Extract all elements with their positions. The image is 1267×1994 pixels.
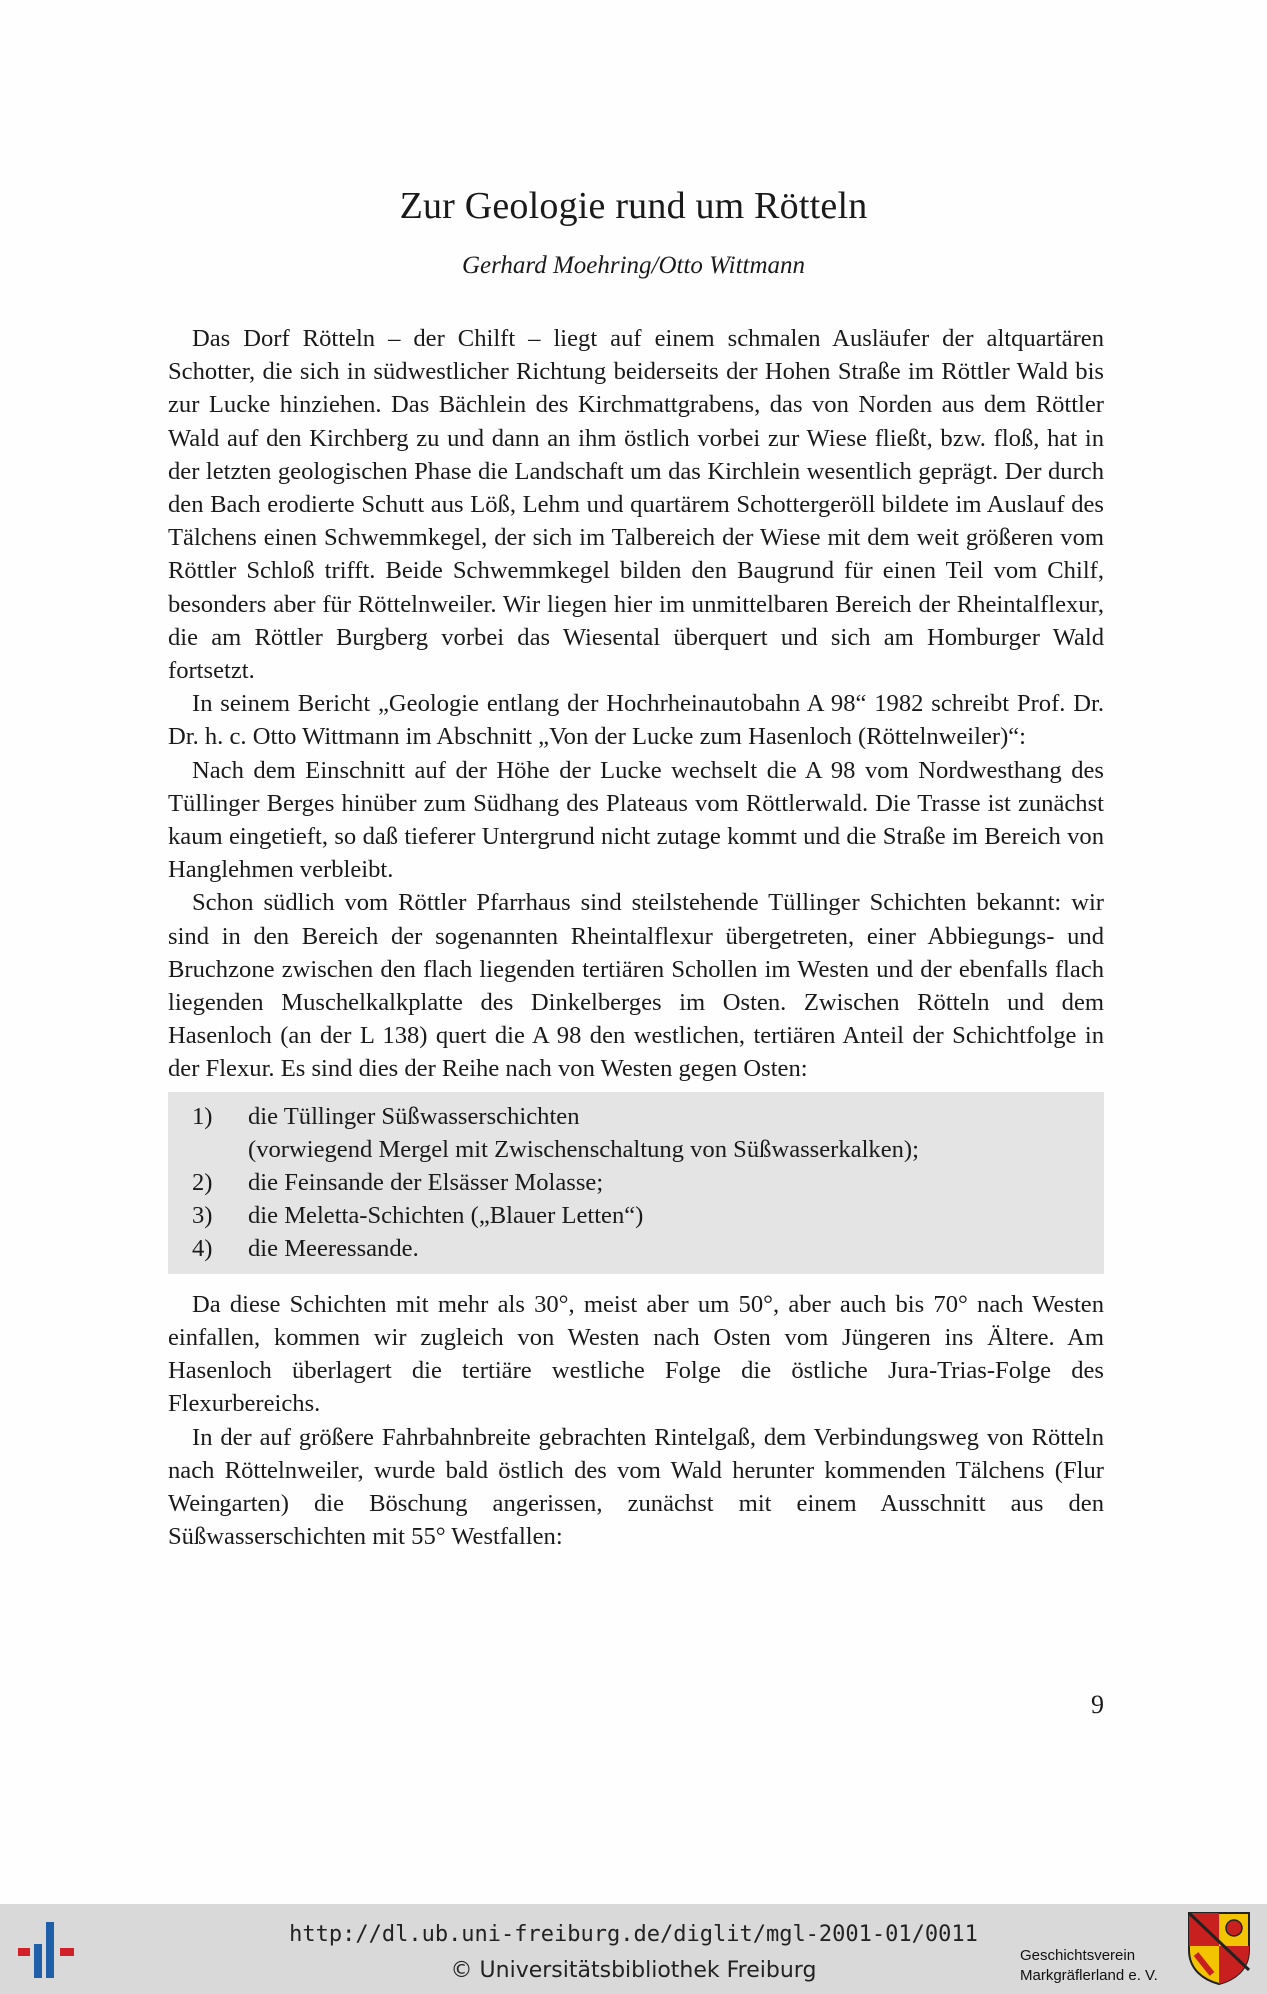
list-item: [192, 1100, 1104, 1166]
list-text: die Tüllinger Süßwasserschichten (vorwiegend Mergel mit Zwischenschaltung von Süßwasserkalken);: [248, 1102, 919, 1163]
paragraph: In der auf größere Fahrbahnbreite gebrachten Rintelgaß, dem Verbindungsweg von Rötteln nach Röttelnweiler, wurde bald östlich des vom Wald herunter kommenden Tälchens (Flur Weingarten) die Böschung angerissen, zunächst mit einem Ausschnitt aus den Süßwasserschichten mit 55° Westfallen:: [168, 1423, 1104, 1551]
list-text: die Meletta-Schichten („Blauer Letten“): [248, 1202, 644, 1230]
list-text: die Meeressande.: [248, 1235, 419, 1263]
paragraph: Nach dem Einschnitt auf der Höhe der Lucke wechselt die A 98 vom Nordwesthang des Tüllinger Berges hinüber zum Südhang des Plateaus vom Röttlerwald. Die Trasse ist zunächst kaum eingetieft, so daß tieferer Untergrund nicht zutage kommt und die Straße im Bereich von Hanglehmen verbleibt.: [168, 756, 1104, 884]
ub-freiburg-logo-icon[interactable]: [16, 1914, 80, 1986]
footer-url-link[interactable]: http://dl.ub.uni-freiburg.de/diglit/mgl-2001-01/0011: [289, 1922, 978, 1947]
article-title: Zur Geologie rund um Rötteln: [399, 185, 868, 227]
footer-copyright: © Universitätsbibliothek Freiburg: [450, 1958, 817, 1983]
list-text: die Feinsande der Elsässer Molasse;: [248, 1169, 604, 1197]
article-author: Gerhard Moehring/Otto Wittmann: [461, 252, 806, 279]
paragraph: Da diese Schichten mit mehr als 30°, meist aber um 50°, aber auch bis 70° nach Westen einfallen, kommen wir zugleich von Westen nach Osten vom Jüngeren ins Ältere. Am Hasenloch überlagert die tertiäre westliche Folge die östliche Jura-Trias-Folge des Flexurbereichs.: [168, 1290, 1104, 1418]
list-item: [192, 1199, 1104, 1232]
list-item: [192, 1166, 1104, 1199]
page-number: 9: [1091, 1690, 1104, 1719]
layer-list: [168, 1092, 1104, 1274]
coat-of-arms-icon[interactable]: [1186, 1910, 1252, 1986]
list-number: 2): [192, 1169, 213, 1197]
list-number: 4): [192, 1235, 213, 1263]
list-number: 3): [192, 1202, 213, 1230]
list-item: [192, 1232, 1104, 1265]
paragraph: Das Dorf Rötteln – der Chilft – liegt auf einem schmalen Ausläufer der altquartären Schotter, die sich in südwestlicher Richtung beiderseits der Hohen Straße im Röttler Wald bis zur Lucke hinziehen. Das Bächlein des Kirchmattgrabens, das von Norden aus dem Röttler Wald auf den Kirchberg zu und dann an ihm östlich vorbei zur Wiese fließt, bzw. floß, hat in der letzten geologischen Phase die Landschaft um das Kirchlein wesentlich geprägt. Der durch den Bach erodierte Schutt aus Löß, Lehm und quartärem Schottergeröll bildete im Auslauf des Tälchens einen Schwemmkegel, der sich im Talbereich der Wiese mit dem weit größeren vom Röttler Schloß trifft. Beide Schwemmkegel bilden den Baugrund für einen Teil vom Chilf, besonders aber für Röttelnweiler. Wir liegen hier im unmittelbaren Bereich der Rheintalflexur, die am Röttler Burgberg vorbei das Wiesental überquert und sich am Homburger Wald fortsetzt.: [168, 325, 1104, 685]
article-body: [168, 322, 1104, 1553]
paragraph: In seinem Bericht „Geologie entlang der Hochrheinautobahn A 98“ 1982 schreibt Prof. Dr. Dr. h. c. Otto Wittmann im Abschnitt „Von der Lucke zum Hasenloch (Röttelnweiler)“:: [168, 690, 1104, 751]
paragraph: Schon südlich vom Röttler Pfarrhaus sind steilstehende Tüllinger Schichten bekannt: wir sind in den Bereich der sogenannten Rheintalflexur übergetreten, einer Abbiegungs- und Bruchzone zwischen den flach liegenden tertiären Schollen im Westen und der ebenfalls flach liegenden Muschelkalkplatte des Dinkelberges im Osten. Zwischen Rötteln und dem Hasenloch (an der L 138) quert die A 98 den westlichen, tertiären Anteil der Schichtfolge in der Flexur. Es sind dies der Reihe nach von Westen gegen Osten:: [168, 889, 1104, 1083]
publisher-name: Geschichtsverein Markgräflerland e. V.: [1020, 1947, 1158, 1984]
list-number: 1): [192, 1102, 213, 1130]
